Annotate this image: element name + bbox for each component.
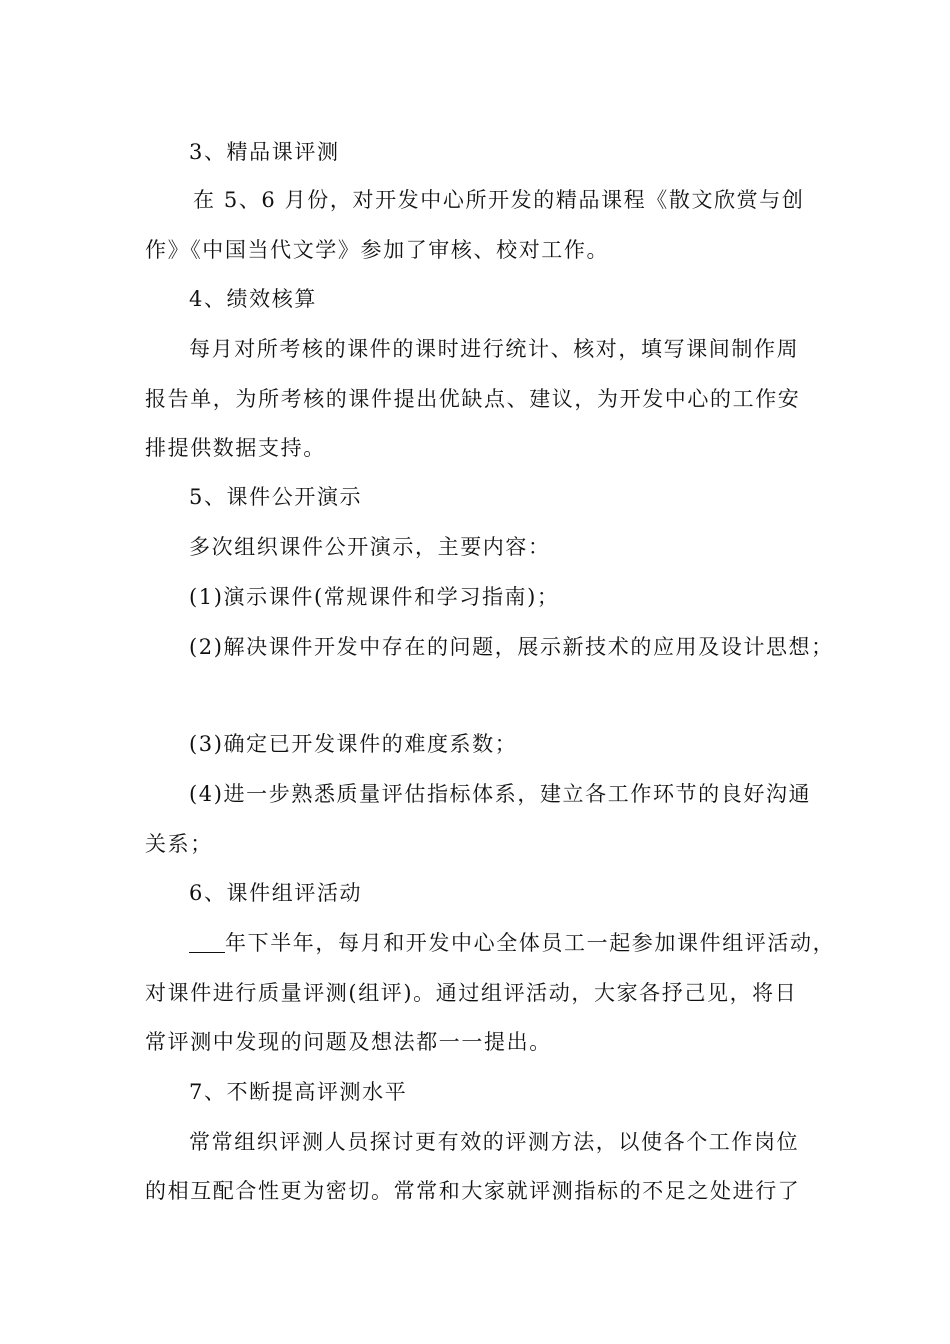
paragraph-line: 对课件进行质量评测(组评)。通过组评活动，大家各抒己见，将日 xyxy=(145,981,798,1005)
paragraph-line: 关系； xyxy=(145,832,213,856)
blank-underline xyxy=(189,932,225,953)
list-item: (1)演示课件(常规课件和学习指南)； xyxy=(189,585,560,609)
paragraph-line: 常评测中发现的问题及想法都一一提出。 xyxy=(145,1030,552,1054)
paragraph-line: 作》《中国当代文学》参加了审核、校对工作。 xyxy=(145,238,610,262)
heading-4: 4、绩效核算 xyxy=(189,287,317,311)
heading-6: 6、课件组评活动 xyxy=(189,881,363,905)
paragraph-line: 常常组织评测人员探讨更有效的评测方法，以使各个工作岗位 xyxy=(189,1130,800,1154)
list-item: (2)解决课件开发中存在的问题，展示新技术的应用及设计思想； xyxy=(189,635,834,659)
paragraph-line: 在 5、6 月份，对开发中心所开发的精品课程《散文欣赏与创 xyxy=(193,188,805,212)
paragraph-line: 排提供数据支持。 xyxy=(145,436,326,460)
list-item: (4)进一步熟悉质量评估指标体系，建立各工作环节的良好沟通 xyxy=(189,782,812,806)
list-item: (3)确定已开发课件的难度系数； xyxy=(189,732,518,756)
paragraph-line: 每月对所考核的课件的课时进行统计、核对，填写课间制作周 xyxy=(189,337,800,361)
heading-7: 7、不断提高评测水平 xyxy=(189,1080,408,1104)
paragraph-line: 多次组织课件公开演示，主要内容： xyxy=(189,535,551,559)
paragraph-line: 报告单，为所考核的课件提出优缺点、建议，为开发中心的工作安 xyxy=(145,387,801,411)
paragraph-line: 年下半年，每月和开发中心全体员工一起参加课件组评活动， xyxy=(189,929,829,957)
heading-5: 5、课件公开演示 xyxy=(189,485,363,509)
paragraph-line: 的相互配合性更为密切。常常和大家就评测指标的不足之处进行了 xyxy=(145,1179,801,1203)
heading-3: 3、精品课评测 xyxy=(189,140,340,164)
